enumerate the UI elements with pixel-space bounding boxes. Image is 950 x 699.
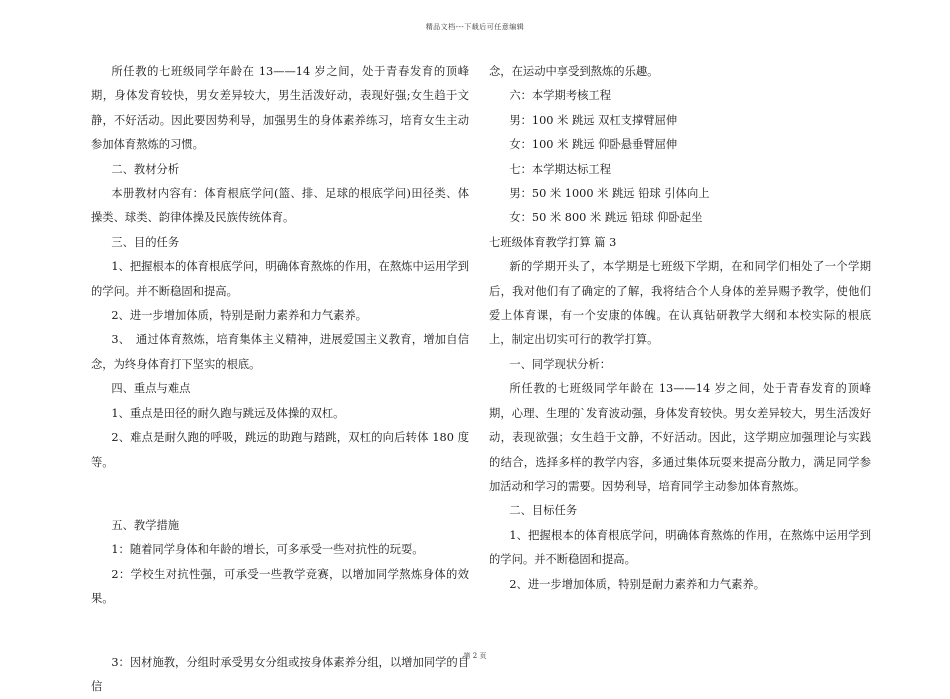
heading-goals: 二、目标任务: [509, 504, 578, 518]
page-header-note: 精品文档---下载后可任意编辑: [425, 23, 525, 31]
spacer: [91, 612, 469, 651]
paragraph-measure-2: 2：学校生对抗性强，可承受一些教学竞赛，以增加同学熬炼身体的效果。: [91, 567, 469, 606]
paragraph-assessment-female: 女：100 米 跳远 仰卧悬垂臂屈伸: [509, 138, 678, 152]
paragraph-standard-male: 男：50 米 1000 米 跳远 铅球 引体向上: [509, 187, 710, 201]
paragraph-objective-2: 2、进一步增加体质，特别是耐力素养和力气素养。: [111, 309, 368, 323]
paragraph-key-point-1: 1、重点是田径的耐久跑与跳远及体操的双杠。: [111, 406, 345, 420]
paragraph-student-status: 所任教的七班级同学年龄在 13——14 岁之间，处于青春发育的顶峰期，心理、生理的`发育波动强，身体发育较快。男女差异较大，男生活泼好动，表现欲强；女生趋于文静，不好活动。因此，这学期应加强理论与实践的结合，选择多样的教学内容，多通过集体玩耍来提高分散力，满足同学参加活动和学习的需要。因势利导，培育同学主动参加体育熬炼。: [489, 382, 871, 493]
paragraph-new-semester: 新的学期开头了，本学期是七班级下学期，在和同学们相处了一个学期后，我对他们有了确定的了解，我将结合个人身体的差异赐予教学，使他们爱上体育课，有一个安康的体魄。在认真钻研教学大纲和本校实际的根底上，制定出切实可行的教学打算。: [489, 260, 871, 347]
page-number: 第 2 页: [463, 652, 487, 660]
heading-student-status: 一、同学现状分析：: [509, 357, 612, 371]
paragraph-measure-3-continued: 念，在运动中享受到熬炼的乐趣。: [489, 65, 659, 78]
heading-teaching-measures: 五、教学措施: [111, 518, 180, 532]
heading-key-points: 四、重点与难点: [111, 382, 191, 396]
heading-textbook-analysis: 二、教材分析: [111, 162, 180, 176]
right-column: [489, 60, 871, 597]
paragraph-key-point-2: 2、难点是耐久跑的呼吸，跳远的助跑与踏跳，双杠的向后转体 180 度等。: [91, 431, 469, 469]
paragraph-goal-1: 1、把握根本的体育根底学问，明确体育熬炼的作用，在熬炼中运用学到的学问。并不断稳固和提高。: [489, 528, 871, 567]
left-column: [91, 60, 469, 699]
paragraph-objective-1: 1、把握根本的体育根底学问，明确体育熬炼的作用，在熬炼中运用学到的学问。并不断稳固和提高。: [91, 260, 469, 298]
heading-standard-items: 七：本学期达标工程: [509, 162, 612, 176]
spacer: [91, 475, 469, 514]
paragraph-textbook-content: 本册教材内容有：体育根底学问(篮、排、足球的根底学问)田径类、体操类、球类、韵律体操及民族传统体育。: [91, 187, 469, 225]
paragraph-standard-female: 女：50 米 800 米 跳远 铅球 仰卧起坐: [509, 211, 703, 225]
paragraph-objective-3: 3、 通过体育熬炼，培育集体主义精神，进展爱国主义教育，增加自信念，为终身体育打下坚实的根底。: [91, 333, 469, 371]
paragraph-measure-1: 1：随着同学身体和年龄的增长，可多承受一些对抗性的玩耍。: [111, 543, 424, 557]
section-title-plan-3: 七班级体育教学打算 篇 3: [489, 235, 617, 249]
paragraph-student-overview: 所任教的七班级同学年龄在 13——14 岁之间，处于青春发育的顶峰期，身体发育较快，男女差异较大，男生活泼好动，表现好强;女生趋于文静，不好活动。因此要因势利导，加强男生的身体素养练习，培育女生主动参加体育熬炼的习惯。: [91, 65, 469, 152]
heading-objectives: 三、目的任务: [111, 235, 180, 249]
heading-assessment-items: 六：本学期考核工程: [509, 89, 612, 103]
paragraph-goal-2: 2、进一步增加体质，特别是耐力素养和力气素养。: [509, 577, 766, 591]
paragraph-assessment-male: 男：100 米 跳远 双杠支撑臂屈伸: [509, 113, 678, 127]
paragraph-measure-3: 3：因材施教，分组时承受男女分组或按身体素养分组，以增加同学的自信: [91, 655, 469, 693]
